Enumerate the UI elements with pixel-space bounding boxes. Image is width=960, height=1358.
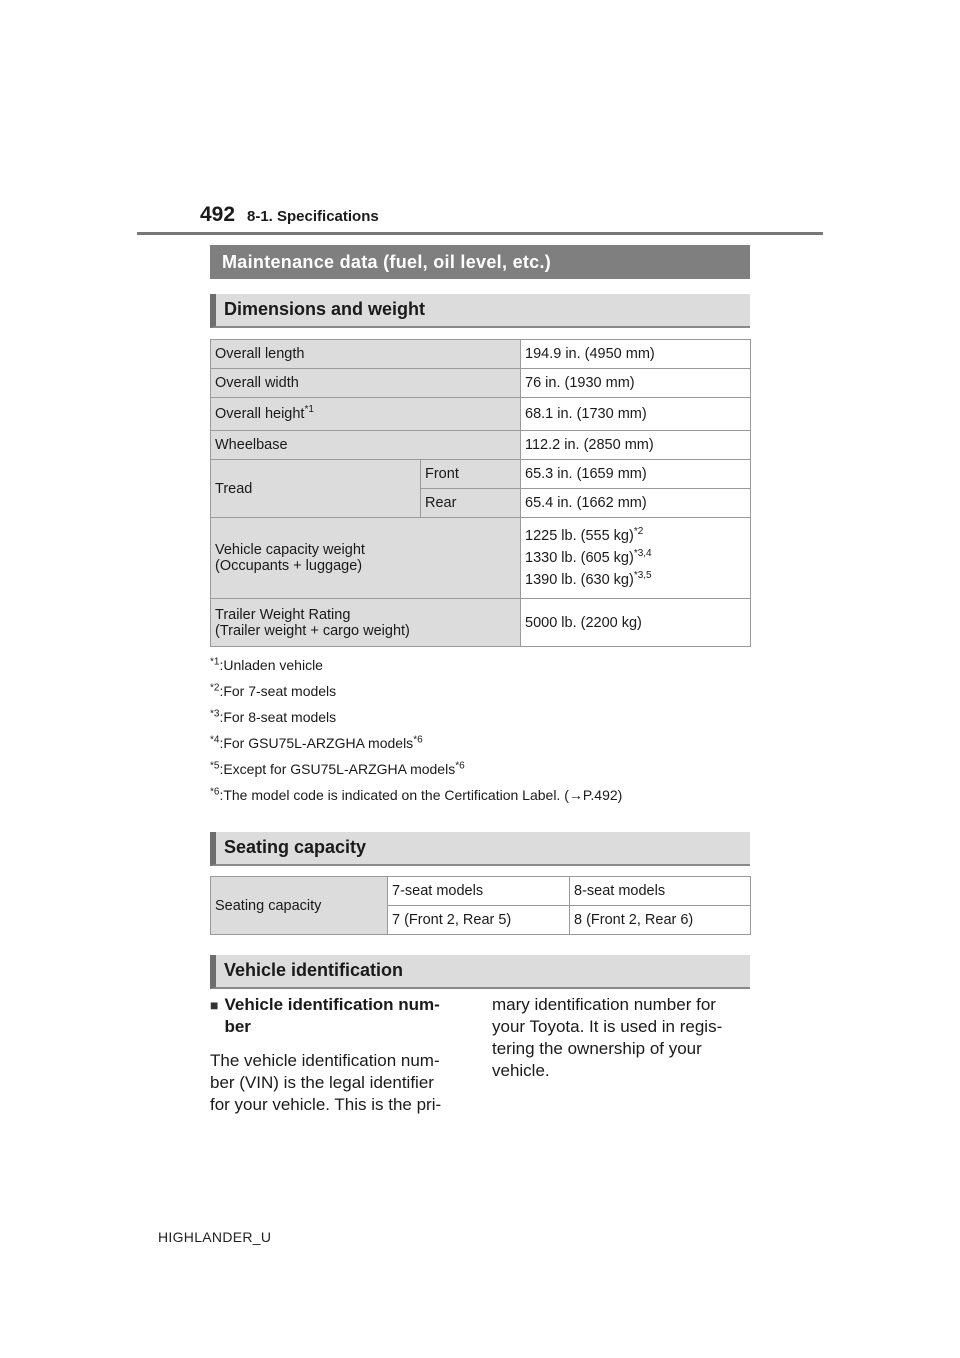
- dimensions-table: [210, 339, 751, 647]
- table-row: [211, 340, 751, 369]
- table-row: [211, 431, 751, 460]
- row-value: 65.4 in. (1662 mm): [521, 489, 751, 518]
- seating-heading: Seating capacity: [210, 832, 750, 866]
- table-row: [211, 518, 751, 599]
- trailer-label-line: (Trailer weight + cargo weight): [215, 622, 410, 639]
- main-title: Maintenance data (fuel, oil level, etc.): [210, 245, 750, 279]
- text-line: ber (VIN) is the legal identifier: [210, 1073, 434, 1092]
- footnote: [210, 756, 622, 782]
- text-line: vehicle.: [492, 1061, 550, 1080]
- footnote-key: *4: [210, 734, 220, 746]
- footnote-text: :For 8-seat models: [219, 709, 337, 725]
- column-header: 8-seat models: [570, 877, 751, 906]
- vin-subheading-line: ber: [224, 1017, 251, 1036]
- footnote-ref: *1: [304, 404, 314, 416]
- row-value: [521, 518, 751, 599]
- vehicle-id-heading: Vehicle identification: [210, 955, 750, 989]
- footnote-key: *2: [210, 682, 220, 694]
- table-row: [211, 369, 751, 398]
- row-label: Wheelbase: [211, 431, 521, 460]
- footnote: [210, 782, 622, 808]
- text-line: The vehicle identification num-: [210, 1051, 440, 1070]
- vin-subheading: [210, 994, 460, 1038]
- footnote-ref: *6: [413, 734, 423, 746]
- row-value: 8 (Front 2, Rear 6): [570, 906, 751, 935]
- square-bullet-icon: ■: [210, 997, 219, 1013]
- footnote-key: *1: [210, 656, 220, 668]
- capacity-label-line: (Occupants + luggage): [215, 558, 363, 574]
- vin-subheading-line: Vehicle identification num-: [224, 995, 440, 1014]
- row-value: 76 in. (1930 mm): [521, 369, 751, 398]
- footnote-key: *5: [210, 760, 220, 772]
- footer-label: HIGHLANDER_U: [158, 1229, 272, 1245]
- row-value: 5000 lb. (2200 kg): [521, 599, 751, 647]
- footnote: [210, 704, 622, 730]
- footnote-ref: *3,5: [633, 570, 652, 582]
- footnote-ref: *6: [455, 760, 465, 772]
- capacity-label-line: Vehicle capacity weight: [215, 542, 365, 558]
- sub-label: Front: [421, 460, 521, 489]
- footnote: [210, 730, 622, 756]
- seating-table: [210, 876, 751, 935]
- row-label: [211, 398, 521, 431]
- sub-label: Rear: [421, 489, 521, 518]
- footnote-key: *6: [210, 786, 220, 798]
- capacity-value: 1330 lb. (605 kg): [525, 550, 634, 566]
- table-row: [211, 599, 751, 647]
- footnote-text: :Except for GSU75L-ARZGHA models: [219, 761, 456, 777]
- footnote: [210, 678, 622, 704]
- table-row: [211, 877, 751, 906]
- row-value: 68.1 in. (1730 mm): [521, 398, 751, 431]
- dimensions-heading: Dimensions and weight: [210, 294, 750, 328]
- text-line: for your vehicle. This is the pri-: [210, 1095, 442, 1114]
- text-line: tering the ownership of your: [492, 1039, 702, 1058]
- row-label: Seating capacity: [211, 877, 388, 935]
- vin-right-column: [492, 994, 750, 1082]
- row-label: [211, 599, 521, 647]
- text-line: your Toyota. It is used in regis-: [492, 1017, 723, 1036]
- footnote-text: :Unladen vehicle: [219, 657, 323, 673]
- vin-left-column: [210, 994, 460, 1116]
- column-header: 7-seat models: [388, 877, 570, 906]
- footnote-ref: *2: [633, 526, 644, 538]
- header-rule: [137, 232, 823, 235]
- row-label: Overall width: [211, 369, 521, 398]
- table-row: [211, 398, 751, 431]
- height-label: Overall height: [215, 406, 305, 422]
- row-value: 7 (Front 2, Rear 5): [388, 906, 570, 935]
- footnotes: [210, 652, 622, 808]
- footnote: [210, 652, 622, 678]
- row-value: 112.2 in. (2850 mm): [521, 431, 751, 460]
- row-value: 194.9 in. (4950 mm): [521, 340, 751, 369]
- capacity-value: 1225 lb. (555 kg): [525, 528, 634, 544]
- footnote-text: :The model code is indicated on the Certification Label. (→P.492): [219, 787, 623, 803]
- row-label: Overall length: [211, 340, 521, 369]
- footnote-ref: *3,4: [633, 548, 652, 560]
- row-label: Tread: [211, 460, 421, 518]
- row-value: 65.3 in. (1659 mm): [521, 460, 751, 489]
- table-row: [211, 460, 751, 489]
- text-line: mary identification number for: [492, 995, 716, 1014]
- footnote-text: :For GSU75L-ARZGHA models: [219, 735, 414, 751]
- capacity-value: 1390 lb. (630 kg): [525, 572, 634, 588]
- section-label: 8-1. Specifications: [247, 208, 379, 225]
- vin-paragraph: [210, 1050, 460, 1116]
- trailer-label-line: Trailer Weight Rating: [215, 606, 351, 623]
- footnote-key: *3: [210, 708, 220, 720]
- page-number: 492: [200, 203, 236, 226]
- row-label: [211, 518, 521, 599]
- footnote-text: :For 7-seat models: [219, 683, 337, 699]
